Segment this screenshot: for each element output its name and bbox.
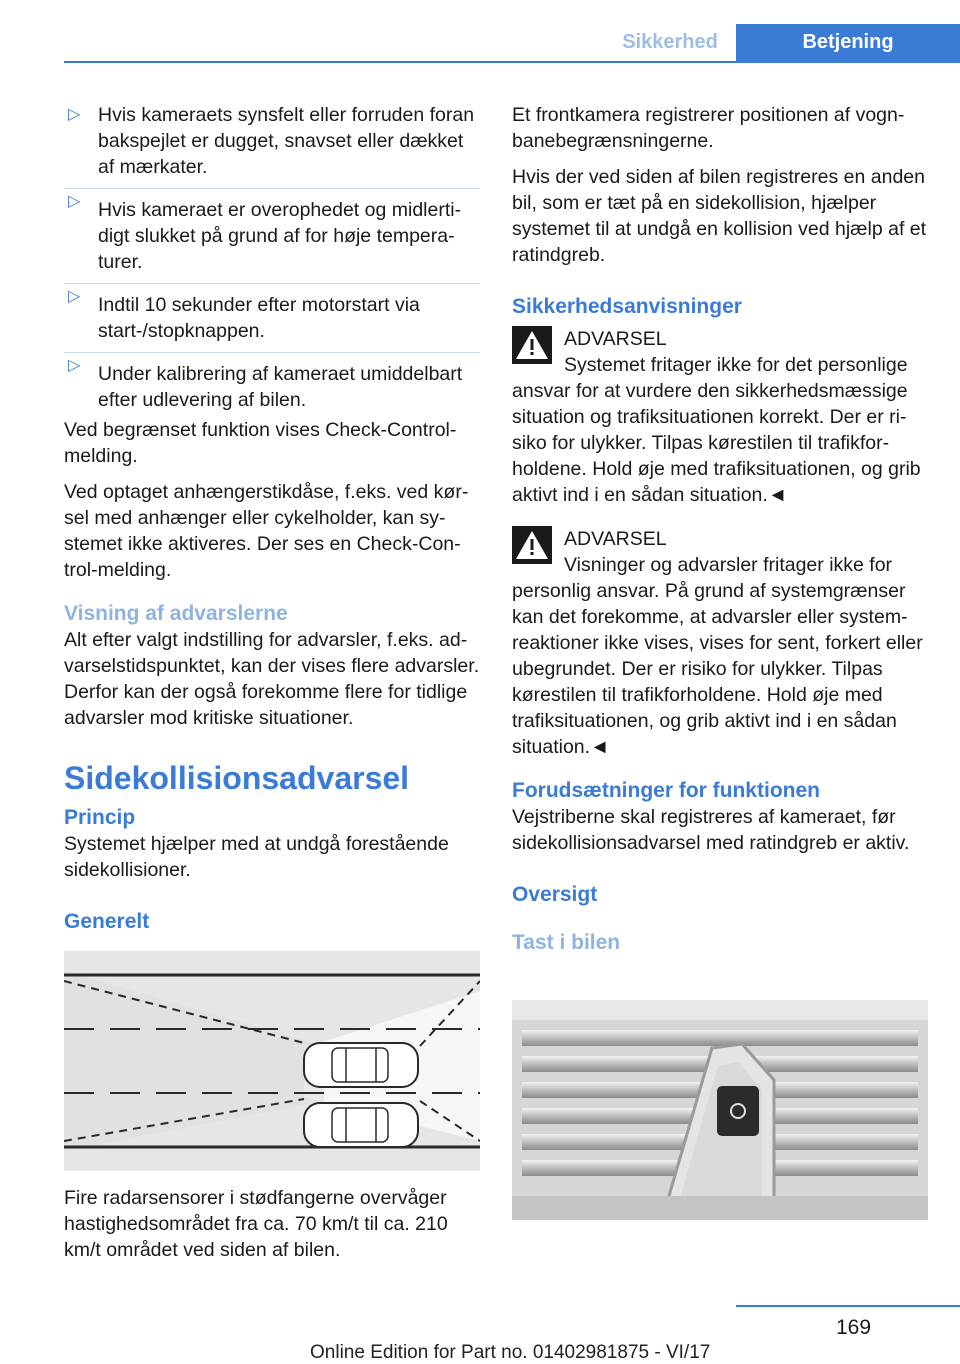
edition-line: Online Edition for Part no. 01402981875 - VI/17	[310, 1342, 711, 1363]
warning-triangle-icon	[512, 526, 552, 564]
warning-title: ADVARSEL	[564, 528, 667, 550]
warning-block	[512, 326, 928, 508]
list-item: ▷ Hvis kameraet er overophedet og midlertidigt slukket på grund af for høje temperaturer.	[64, 188, 480, 275]
left-column	[64, 102, 480, 935]
lane-assist-button-icon[interactable]	[717, 1086, 759, 1136]
list-item: ▷ Under kalibrering af kameraet umiddelbart efter udlevering af bilen.	[64, 352, 480, 413]
paragraph: Systemet hjælper med at undgå forestående sidekollisioner.	[64, 833, 449, 881]
list-item: ▷ Hvis kameraets synsfelt eller forruden foran bakspejlet er dugget, snavset eller dækket af mærkater.	[68, 104, 475, 178]
car-icon	[304, 1103, 418, 1147]
heading-oversigt: Oversigt	[512, 883, 598, 906]
warning-triangle-icon	[512, 326, 552, 364]
grille-photo	[512, 1000, 928, 1220]
header-divider	[64, 61, 960, 63]
condition-list	[64, 102, 480, 413]
warning-title: ADVARSEL	[564, 328, 667, 350]
paragraph: Hvis der ved siden af bilen registreres en anden bil, som er tæt på en sidekollision, hjælper systemet til at undgå en kollision ved hjælp af et ratindgreb.	[512, 166, 927, 266]
page-number: 169	[836, 1316, 872, 1339]
figure-caption: Fire radarsensorer i stødfangerne overvåger hastighedsområdet fra ca. 70 km/t til ca. 210 km/t området ved siden af bilen.	[64, 1187, 448, 1261]
warning-text: Visninger og advarsler fritager ikke for personlig ansvar. På grund af systemgrænser kan det forekomme, at advarsler eller systemreaktioner ikke vises, vises for sent, forkert eller ubegrundet. Der er risiko for ulykker. Tilpas kørestilen til trafikforholdene. Hold øje med trafiksituationen, og grib aktivt ind i en sådan situation.◄	[512, 554, 923, 758]
heading-visning: Visning af advarslerne	[64, 602, 288, 625]
paragraph: Ved optaget anhængerstikdåse, f.eks. ved kørsel med anhænger eller cykelholder, kan systemet ikke aktiveres. Der ses en Check-Control-melding.	[64, 481, 469, 581]
triangle-right-icon: ▷	[68, 106, 81, 123]
footer-divider	[736, 1305, 960, 1307]
radar-road-diagram	[64, 951, 480, 1171]
tab-sikkerhed[interactable]: Sikkerhed	[622, 31, 718, 53]
heading-forudsaetninger: Forudsætninger for funktionen	[512, 779, 820, 802]
triangle-right-icon: ▷	[68, 193, 81, 210]
button-photo	[512, 1000, 928, 1220]
page-title: Sidekollisionsadvarsel	[64, 760, 410, 796]
heading-tast: Tast i bilen	[512, 931, 621, 954]
car-icon	[304, 1043, 418, 1087]
right-column	[512, 102, 928, 956]
paragraph: Et frontkamera registrerer positionen af vognbanebegrænsningerne.	[512, 104, 905, 152]
paragraph: Alt efter valgt indstilling for advarsler, f.eks. advarselstidspunktet, kan der vises flere advarsler. Derfor kan der også forekomme flere for tidlige advarsler mod kritiske situationer.	[64, 629, 480, 729]
triangle-right-icon: ▷	[68, 357, 81, 374]
heading-princip: Princip	[64, 806, 136, 829]
list-item: ▷ Indtil 10 sekunder efter motorstart via start-/stopknappen.	[64, 283, 480, 344]
warning-text: Systemet fritager ikke for det personlige ansvar for at vurdere den sikkerhedsmæssige situation og trafiksituationen korrekt. Der er risiko for ulykker. Tilpas kørestilen til trafikforholdene. Hold øje med trafiksituationen, og grib aktivt ind i en sådan situation.◄	[512, 354, 921, 506]
road-illustration	[64, 951, 480, 1171]
tab-betjening[interactable]: Betjening	[736, 24, 960, 61]
paragraph: Vejstriberne skal registreres af kameraet, før sidekollisionsadvarsel med ratindgreb er aktiv.	[512, 806, 910, 854]
paragraph: Ved begrænset funktion vises Check-Control-melding.	[64, 419, 457, 467]
triangle-right-icon: ▷	[68, 288, 81, 305]
heading-sikkerhed: Sikkerhedsanvisninger	[512, 295, 742, 318]
heading-generelt: Generelt	[64, 910, 150, 933]
warning-block	[512, 526, 928, 760]
